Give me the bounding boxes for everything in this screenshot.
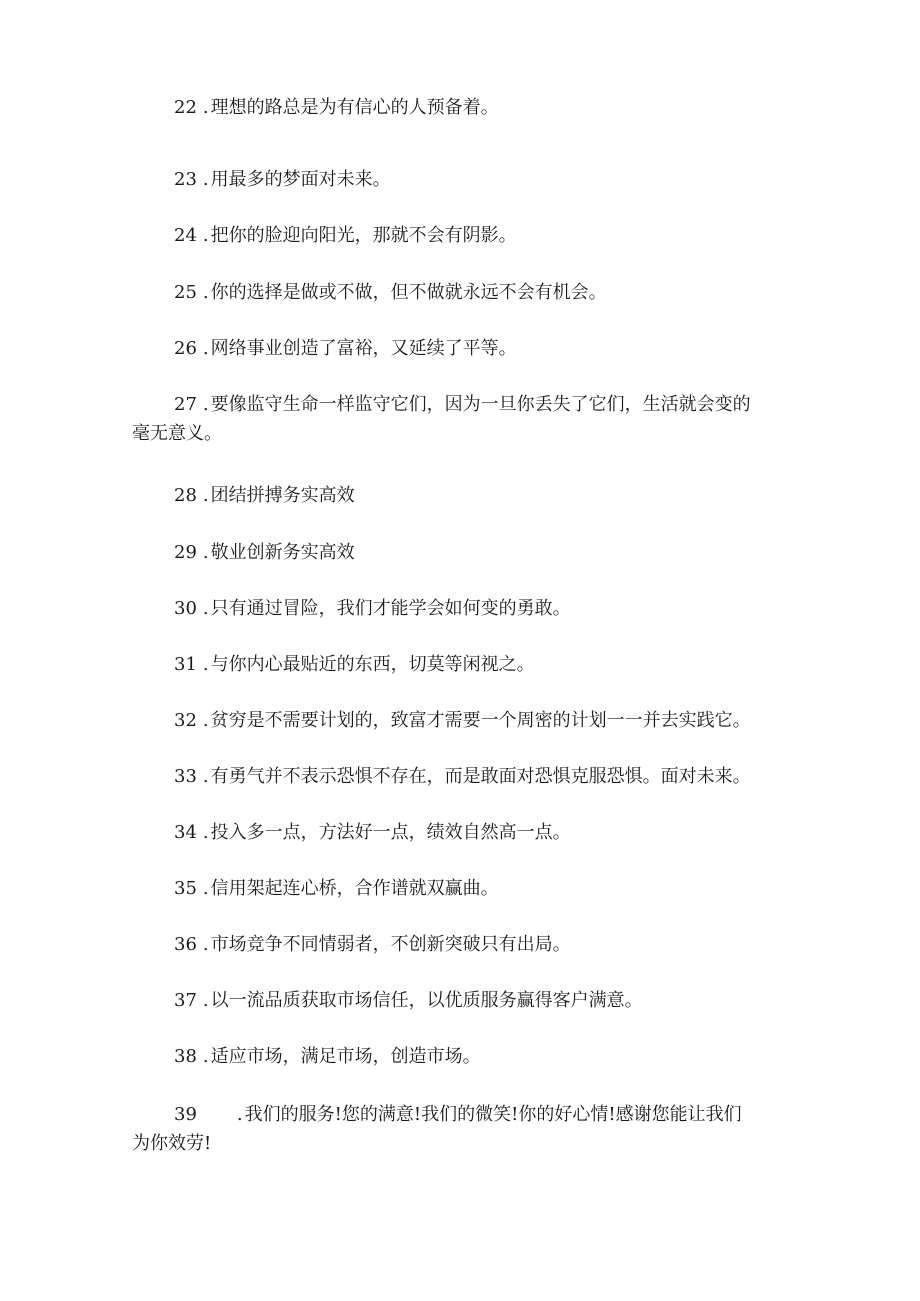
- item-text: 敬业创新务实高效: [210, 542, 355, 563]
- item-number: 36: [174, 934, 197, 955]
- item-text: 理想的路总是为有信心的人预备着。: [210, 97, 499, 118]
- item-separator: .: [202, 485, 209, 506]
- list-item: [174, 654, 784, 676]
- item-number: 33: [174, 766, 197, 787]
- item-separator: .: [202, 654, 209, 675]
- item-number: 38: [174, 1046, 197, 1067]
- item-text: 信用架起连心桥，合作谱就双赢曲。: [210, 878, 499, 899]
- item-separator: .: [202, 542, 209, 563]
- item-text: 用最多的梦面对未来。: [210, 169, 391, 190]
- item-text-continuation: 为你效劳!: [132, 1133, 212, 1154]
- item-text: 把你的脸迎向阳光，那就不会有阴影。: [210, 225, 517, 246]
- item-text: 你的选择是做或不做，但不做就永远不会有机会。: [210, 282, 607, 303]
- item-text: 贫穷是不需要计划的，致富才需要一个周密的计划一一并去实践它。: [210, 710, 751, 731]
- item-text: 投入多一点，方法好一点，绩效自然高一点。: [210, 822, 571, 843]
- list-item: [174, 934, 784, 956]
- item-number: 25: [174, 282, 197, 303]
- item-separator: .: [202, 598, 209, 619]
- item-separator: .: [202, 394, 209, 415]
- item-text: 只有通过冒险，我们才能学会如何变的勇敢。: [210, 598, 571, 619]
- item-text: 与你内心最贴近的东西，切莫等闲视之。: [210, 654, 535, 675]
- item-number: 29: [174, 542, 197, 563]
- item-separator: .: [202, 338, 209, 359]
- item-separator: .: [202, 822, 209, 843]
- item-separator: .: [202, 282, 209, 303]
- list-item: [132, 394, 784, 444]
- list-item: [174, 598, 784, 620]
- list-item: [174, 990, 784, 1012]
- item-number: 23: [174, 169, 197, 190]
- item-text: 团结拼搏务实高效: [210, 485, 355, 506]
- list-item: [174, 1046, 784, 1068]
- list-item: [174, 485, 784, 507]
- item-number: 27: [174, 394, 197, 415]
- item-number: 22: [174, 97, 197, 118]
- item-number: 34: [174, 822, 197, 843]
- item-separator: .: [202, 766, 209, 787]
- item-text: 适应市场，满足市场，创造市场。: [210, 1046, 481, 1067]
- list-item: [174, 169, 784, 191]
- item-text: 网络事业创造了富裕，又延续了平等。: [210, 338, 517, 359]
- item-separator: .: [202, 934, 209, 955]
- item-text: 要像监守生命一样监守它们，因为一旦你丢失了它们，生活就会变的: [210, 394, 751, 415]
- list-item: [174, 878, 784, 900]
- item-text: 我们的服务!您的满意!我们的微笑!你的好心情!感谢您能让我们: [244, 1104, 742, 1125]
- item-number: 39: [174, 1104, 197, 1125]
- item-separator: .: [202, 1046, 209, 1067]
- item-number: 28: [174, 485, 197, 506]
- list-item: [174, 338, 784, 360]
- item-number: 35: [174, 878, 197, 899]
- list-item: [174, 710, 784, 732]
- item-separator: .: [202, 97, 209, 118]
- item-number: 30: [174, 598, 197, 619]
- list-item: [174, 766, 784, 788]
- item-number: 37: [174, 990, 197, 1011]
- list-item: [174, 225, 784, 247]
- item-separator: .: [202, 710, 209, 731]
- list-item: [174, 282, 784, 304]
- item-separator: .: [202, 169, 209, 190]
- item-separator: .: [202, 225, 209, 246]
- item-text: 市场竞争不同情弱者，不创新突破只有出局。: [210, 934, 571, 955]
- list-item: [132, 1104, 784, 1154]
- list-item: [174, 822, 784, 844]
- list-item: [174, 97, 784, 119]
- item-separator: .: [236, 1104, 243, 1125]
- list-item: [174, 542, 784, 564]
- item-text: 以一流品质获取市场信任，以优质服务赢得客户满意。: [210, 990, 643, 1011]
- item-number: 24: [174, 225, 197, 246]
- item-text: 有勇气并不表示恐惧不存在，而是敢面对恐惧克服恐惧。面对未来。: [210, 766, 751, 787]
- item-text-continuation: 毫无意义。: [132, 423, 222, 444]
- item-number: 32: [174, 710, 197, 731]
- item-separator: .: [202, 878, 209, 899]
- item-number: 26: [174, 338, 197, 359]
- item-number: 31: [174, 654, 197, 675]
- item-separator: .: [202, 990, 209, 1011]
